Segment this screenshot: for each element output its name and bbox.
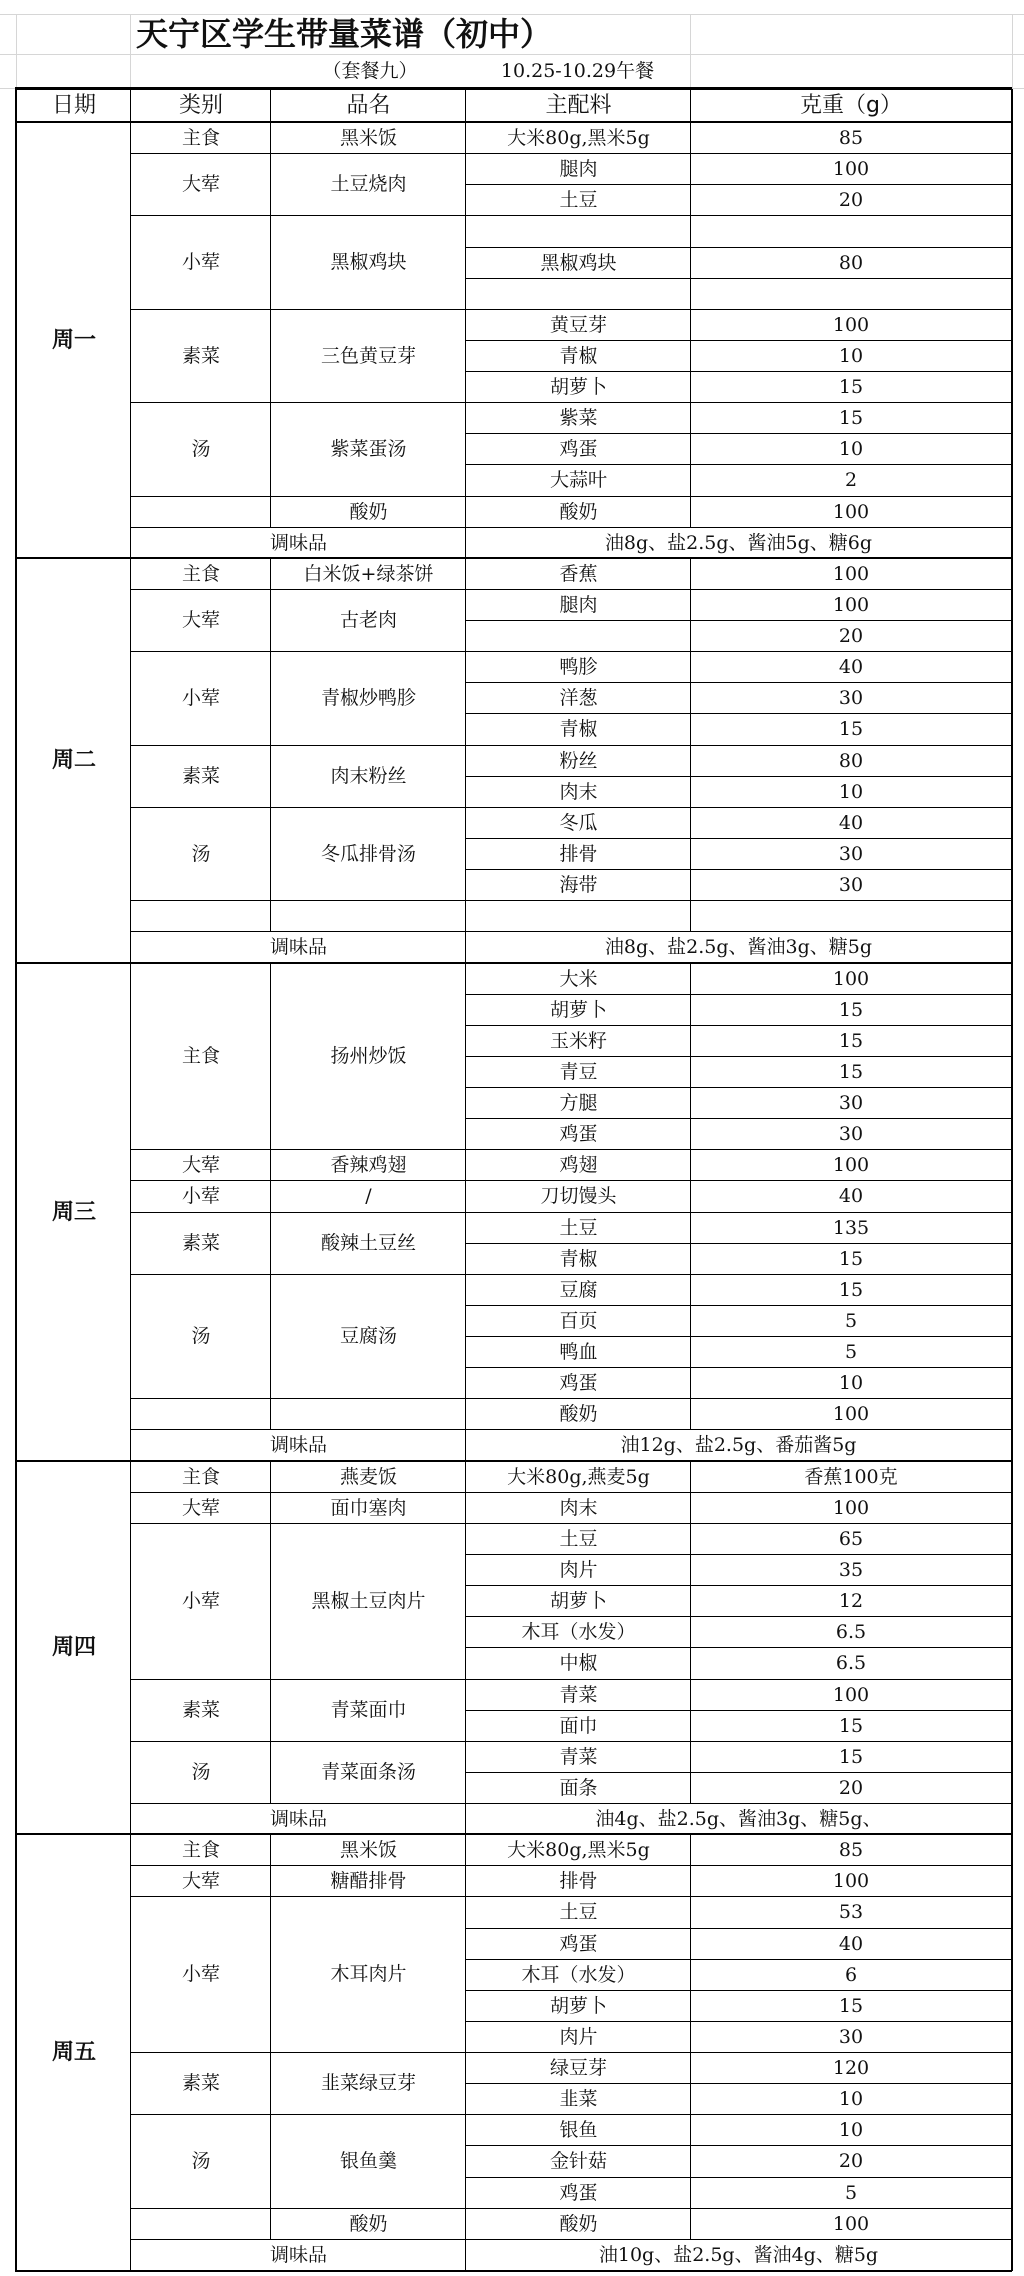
dish-name-cell: 韭菜绿豆芽 — [270, 2052, 466, 2115]
weight-cell: 15 — [690, 713, 1013, 746]
dish-name-cell: 白米饭+绿茶饼 — [270, 558, 466, 590]
weight-cell: 15 — [690, 1243, 1013, 1275]
ingredient-cell: 土豆 — [465, 184, 691, 216]
category-cell: 大荤 — [130, 1865, 271, 1897]
weight-cell: 2 — [690, 464, 1013, 497]
weight-cell: 30 — [690, 682, 1013, 714]
weight-cell: 15 — [690, 402, 1013, 434]
ingredient-cell: 洋葱 — [465, 682, 691, 714]
weight-cell: 15 — [690, 1025, 1013, 1057]
category-cell: 素菜 — [130, 309, 271, 403]
weight-cell: 85 — [690, 122, 1013, 154]
ingredient-cell: 韭菜 — [465, 2083, 691, 2115]
category-cell: 小荤 — [130, 651, 271, 746]
weight-cell: 85 — [690, 1834, 1013, 1866]
seasoning-value: 油12g、盐2.5g、番茄酱5g — [465, 1429, 1013, 1462]
ingredient-cell: 玉米籽 — [465, 1025, 691, 1057]
category-cell — [130, 900, 271, 932]
seasoning-value: 油8g、盐2.5g、酱油5g、糖6g — [465, 527, 1013, 559]
dish-name-cell: / — [270, 1180, 466, 1213]
ingredient-cell: 青豆 — [465, 1056, 691, 1088]
ingredient-cell: 鸡蛋 — [465, 1367, 691, 1399]
dish-name-cell: 三色黄豆芽 — [270, 309, 466, 403]
weight-cell — [690, 278, 1013, 310]
dish-name-cell: 酸辣土豆丝 — [270, 1212, 466, 1275]
dish-name-cell: 银鱼羹 — [270, 2114, 466, 2209]
set-label: （套餐九） — [322, 59, 418, 82]
ingredient-cell: 鸡蛋 — [465, 2177, 691, 2209]
ingredient-cell: 紫菜 — [465, 402, 691, 434]
ingredient-cell: 土豆 — [465, 1212, 691, 1244]
header-date: 日期 — [16, 89, 131, 123]
ingredient-cell: 粉丝 — [465, 745, 691, 777]
dish-name-cell: 冬瓜排骨汤 — [270, 807, 466, 901]
ingredient-cell: 土豆 — [465, 1523, 691, 1555]
weight-cell: 5 — [690, 2177, 1013, 2209]
dish-name-cell: 香辣鸡翅 — [270, 1149, 466, 1181]
weight-cell: 10 — [690, 1367, 1013, 1399]
ingredient-cell: 海带 — [465, 869, 691, 901]
weight-cell: 5 — [690, 1336, 1013, 1368]
seasoning-label: 调味品 — [130, 931, 466, 964]
weight-cell — [690, 900, 1013, 932]
dish-name-cell: 黑米饭 — [270, 1834, 466, 1866]
weight-cell: 30 — [690, 838, 1013, 870]
ingredient-cell: 木耳（水发） — [465, 1959, 691, 1991]
category-cell: 素菜 — [130, 2052, 271, 2115]
weight-cell: 40 — [690, 807, 1013, 839]
seasoning-label: 调味品 — [130, 527, 466, 559]
ingredient-cell: 排骨 — [465, 838, 691, 870]
ingredient-cell: 肉片 — [465, 1554, 691, 1586]
weight-cell: 100 — [690, 153, 1013, 185]
weight-cell: 53 — [690, 1896, 1013, 1929]
ingredient-cell: 胡萝卜 — [465, 994, 691, 1026]
weight-cell: 30 — [690, 869, 1013, 901]
ingredient-cell: 大米80g,黑米5g — [465, 1834, 691, 1866]
weight-cell: 15 — [690, 994, 1013, 1026]
weight-cell: 10 — [690, 2083, 1013, 2115]
day-cell: 周二 — [16, 558, 131, 964]
weight-cell: 12 — [690, 1585, 1013, 1617]
dish-name-cell: 肉末粉丝 — [270, 745, 466, 808]
ingredient-cell: 土豆 — [465, 1896, 691, 1929]
weight-cell: 6 — [690, 1959, 1013, 1991]
ingredient-cell: 青菜 — [465, 1679, 691, 1711]
ingredient-cell: 大米80g,黑米5g — [465, 122, 691, 154]
table-left-border — [15, 87, 17, 2272]
category-cell: 大荤 — [130, 1492, 271, 1524]
ingredient-cell: 排骨 — [465, 1865, 691, 1897]
weight-cell: 80 — [690, 247, 1013, 279]
weight-cell: 6.5 — [690, 1647, 1013, 1680]
ingredient-cell: 鸡蛋 — [465, 1928, 691, 1960]
header-dish: 品名 — [270, 89, 466, 123]
ingredient-cell — [465, 900, 691, 932]
page-title: 天宁区学生带量菜谱（初中） — [136, 15, 553, 53]
category-cell: 主食 — [130, 963, 271, 1150]
ingredient-cell: 腿肉 — [465, 589, 691, 621]
dish-name-cell: 土豆烧肉 — [270, 153, 466, 216]
dish-name-cell: 豆腐汤 — [270, 1274, 466, 1399]
ingredient-cell: 鸡蛋 — [465, 433, 691, 465]
ingredient-cell: 香蕉 — [465, 558, 691, 590]
ingredient-cell — [465, 278, 691, 310]
category-cell: 大荤 — [130, 1149, 271, 1181]
weight-cell: 30 — [690, 1087, 1013, 1119]
ingredient-cell: 中椒 — [465, 1647, 691, 1680]
ingredient-cell: 胡萝卜 — [465, 371, 691, 403]
weight-cell: 65 — [690, 1523, 1013, 1555]
weight-cell: 100 — [690, 309, 1013, 341]
ingredient-cell: 青椒 — [465, 1243, 691, 1275]
ingredient-cell: 冬瓜 — [465, 807, 691, 839]
weight-cell: 香蕉100克 — [690, 1461, 1013, 1493]
seasoning-label: 调味品 — [130, 2239, 466, 2271]
ingredient-cell: 肉末 — [465, 776, 691, 808]
weight-cell: 80 — [690, 745, 1013, 777]
ingredient-cell: 方腿 — [465, 1087, 691, 1119]
weight-cell: 40 — [690, 1928, 1013, 1960]
day-cell: 周三 — [16, 963, 131, 1462]
category-cell — [130, 1398, 271, 1430]
seasoning-value: 油10g、盐2.5g、酱油4g、糖5g — [465, 2239, 1013, 2271]
ingredient-cell: 肉片 — [465, 2021, 691, 2053]
ingredient-cell: 鸭胗 — [465, 651, 691, 683]
category-cell: 大荤 — [130, 589, 271, 652]
ingredient-cell: 面巾 — [465, 1710, 691, 1742]
seasoning-label: 调味品 — [130, 1803, 466, 1835]
ingredient-cell: 大蒜叶 — [465, 464, 691, 497]
ingredient-cell: 豆腐 — [465, 1274, 691, 1306]
ingredient-cell: 青椒 — [465, 713, 691, 746]
weight-cell: 10 — [690, 776, 1013, 808]
dish-name-cell — [270, 1398, 466, 1430]
category-cell: 素菜 — [130, 1679, 271, 1742]
weight-cell: 15 — [690, 371, 1013, 403]
dish-name-cell: 青菜面巾 — [270, 1679, 466, 1742]
category-cell: 汤 — [130, 807, 271, 901]
header-ingredients: 主配料 — [465, 89, 691, 123]
ingredient-cell: 鸡翅 — [465, 1149, 691, 1181]
ingredient-cell: 面条 — [465, 1772, 691, 1804]
category-cell: 汤 — [130, 1741, 271, 1804]
dish-name-cell: 燕麦饭 — [270, 1461, 466, 1493]
dish-name-cell: 酸奶 — [270, 496, 466, 528]
ingredient-cell — [465, 620, 691, 652]
ingredient-cell: 大米80g,燕麦5g — [465, 1461, 691, 1493]
category-cell — [130, 496, 271, 528]
ingredient-cell: 酸奶 — [465, 496, 691, 528]
date-range: 10.25-10.29午餐 — [500, 59, 655, 82]
weight-cell: 120 — [690, 2052, 1013, 2084]
day-cell: 周一 — [16, 122, 131, 559]
day-cell: 周五 — [16, 1834, 131, 2271]
seasoning-value: 油8g、盐2.5g、酱油3g、糖5g — [465, 931, 1013, 964]
dish-name-cell: 青菜面条汤 — [270, 1741, 466, 1804]
dish-name-cell: 青椒炒鸭胗 — [270, 651, 466, 746]
weight-cell: 100 — [690, 1865, 1013, 1897]
ingredient-cell: 金针菇 — [465, 2145, 691, 2178]
ingredient-cell: 青菜 — [465, 1741, 691, 1773]
ingredient-cell: 刀切馒头 — [465, 1180, 691, 1213]
dish-name-cell: 扬州炒饭 — [270, 963, 466, 1150]
ingredient-cell: 腿肉 — [465, 153, 691, 185]
dish-name-cell: 黑椒土豆肉片 — [270, 1523, 466, 1680]
weight-cell: 15 — [690, 1710, 1013, 1742]
dish-name-cell: 黑米饭 — [270, 122, 466, 154]
weight-cell: 100 — [690, 496, 1013, 528]
weight-cell: 15 — [690, 1990, 1013, 2022]
category-cell: 大荤 — [130, 153, 271, 216]
ingredient-cell: 酸奶 — [465, 1398, 691, 1430]
category-cell: 小荤 — [130, 215, 271, 310]
weight-cell: 20 — [690, 2145, 1013, 2178]
weight-cell: 5 — [690, 1305, 1013, 1337]
seasoning-label: 调味品 — [130, 1429, 466, 1462]
weight-cell: 20 — [690, 620, 1013, 652]
ingredient-cell: 绿豆芽 — [465, 2052, 691, 2084]
weight-cell: 6.5 — [690, 1616, 1013, 1648]
dish-name-cell: 紫菜蛋汤 — [270, 402, 466, 497]
weight-cell: 10 — [690, 340, 1013, 372]
category-cell: 汤 — [130, 1274, 271, 1399]
ingredient-cell: 青椒 — [465, 340, 691, 372]
weight-cell: 40 — [690, 1180, 1013, 1213]
category-cell: 汤 — [130, 402, 271, 497]
weight-cell: 100 — [690, 963, 1013, 995]
day-cell: 周四 — [16, 1461, 131, 1835]
dish-name-cell: 糖醋排骨 — [270, 1865, 466, 1897]
ingredient-cell: 黄豆芽 — [465, 309, 691, 341]
dish-name-cell: 黑椒鸡块 — [270, 215, 466, 310]
weight-cell: 30 — [690, 1118, 1013, 1150]
category-cell: 汤 — [130, 2114, 271, 2209]
category-cell — [130, 2208, 271, 2240]
dish-name-cell: 酸奶 — [270, 2208, 466, 2240]
category-cell: 主食 — [130, 1834, 271, 1866]
header-weight: 克重（g） — [690, 89, 1013, 123]
dish-name-cell — [270, 900, 466, 932]
category-cell: 主食 — [130, 558, 271, 590]
dish-name-cell: 古老肉 — [270, 589, 466, 652]
ingredient-cell: 大米 — [465, 963, 691, 995]
weight-cell: 100 — [690, 2208, 1013, 2240]
ingredient-cell: 鸡蛋 — [465, 1118, 691, 1150]
weight-cell: 100 — [690, 1149, 1013, 1181]
weight-cell: 20 — [690, 184, 1013, 216]
category-cell: 小荤 — [130, 1896, 271, 2053]
weight-cell: 15 — [690, 1741, 1013, 1773]
table-bottom-border — [16, 2270, 1012, 2272]
ingredient-cell — [465, 215, 691, 248]
ingredient-cell: 肉末 — [465, 1492, 691, 1524]
ingredient-cell: 黑椒鸡块 — [465, 247, 691, 279]
weight-cell: 40 — [690, 651, 1013, 683]
category-cell: 主食 — [130, 1461, 271, 1493]
category-cell: 小荤 — [130, 1523, 271, 1680]
weight-cell: 10 — [690, 2114, 1013, 2146]
dish-name-cell: 面巾塞肉 — [270, 1492, 466, 1524]
weight-cell: 100 — [690, 1492, 1013, 1524]
header-category: 类别 — [130, 89, 271, 123]
weight-cell: 15 — [690, 1274, 1013, 1306]
ingredient-cell: 胡萝卜 — [465, 1990, 691, 2022]
ingredient-cell: 百页 — [465, 1305, 691, 1337]
dish-name-cell: 木耳肉片 — [270, 1896, 466, 2053]
weight-cell: 20 — [690, 1772, 1013, 1804]
ingredient-cell: 胡萝卜 — [465, 1585, 691, 1617]
category-cell: 素菜 — [130, 745, 271, 808]
category-cell: 小荤 — [130, 1180, 271, 1213]
weight-cell — [690, 215, 1013, 248]
weight-cell: 30 — [690, 2021, 1013, 2053]
ingredient-cell: 木耳（水发） — [465, 1616, 691, 1648]
seasoning-value: 油4g、盐2.5g、酱油3g、糖5g、 — [465, 1803, 1013, 1835]
weight-cell: 100 — [690, 1679, 1013, 1711]
weight-cell: 100 — [690, 1398, 1013, 1430]
weight-cell: 100 — [690, 589, 1013, 621]
category-cell: 素菜 — [130, 1212, 271, 1275]
weight-cell: 135 — [690, 1212, 1013, 1244]
weight-cell: 100 — [690, 558, 1013, 590]
weight-cell: 10 — [690, 433, 1013, 465]
ingredient-cell: 酸奶 — [465, 2208, 691, 2240]
weight-cell: 35 — [690, 1554, 1013, 1586]
ingredient-cell: 鸭血 — [465, 1336, 691, 1368]
weight-cell: 15 — [690, 1056, 1013, 1088]
ingredient-cell: 银鱼 — [465, 2114, 691, 2146]
category-cell: 主食 — [130, 122, 271, 154]
